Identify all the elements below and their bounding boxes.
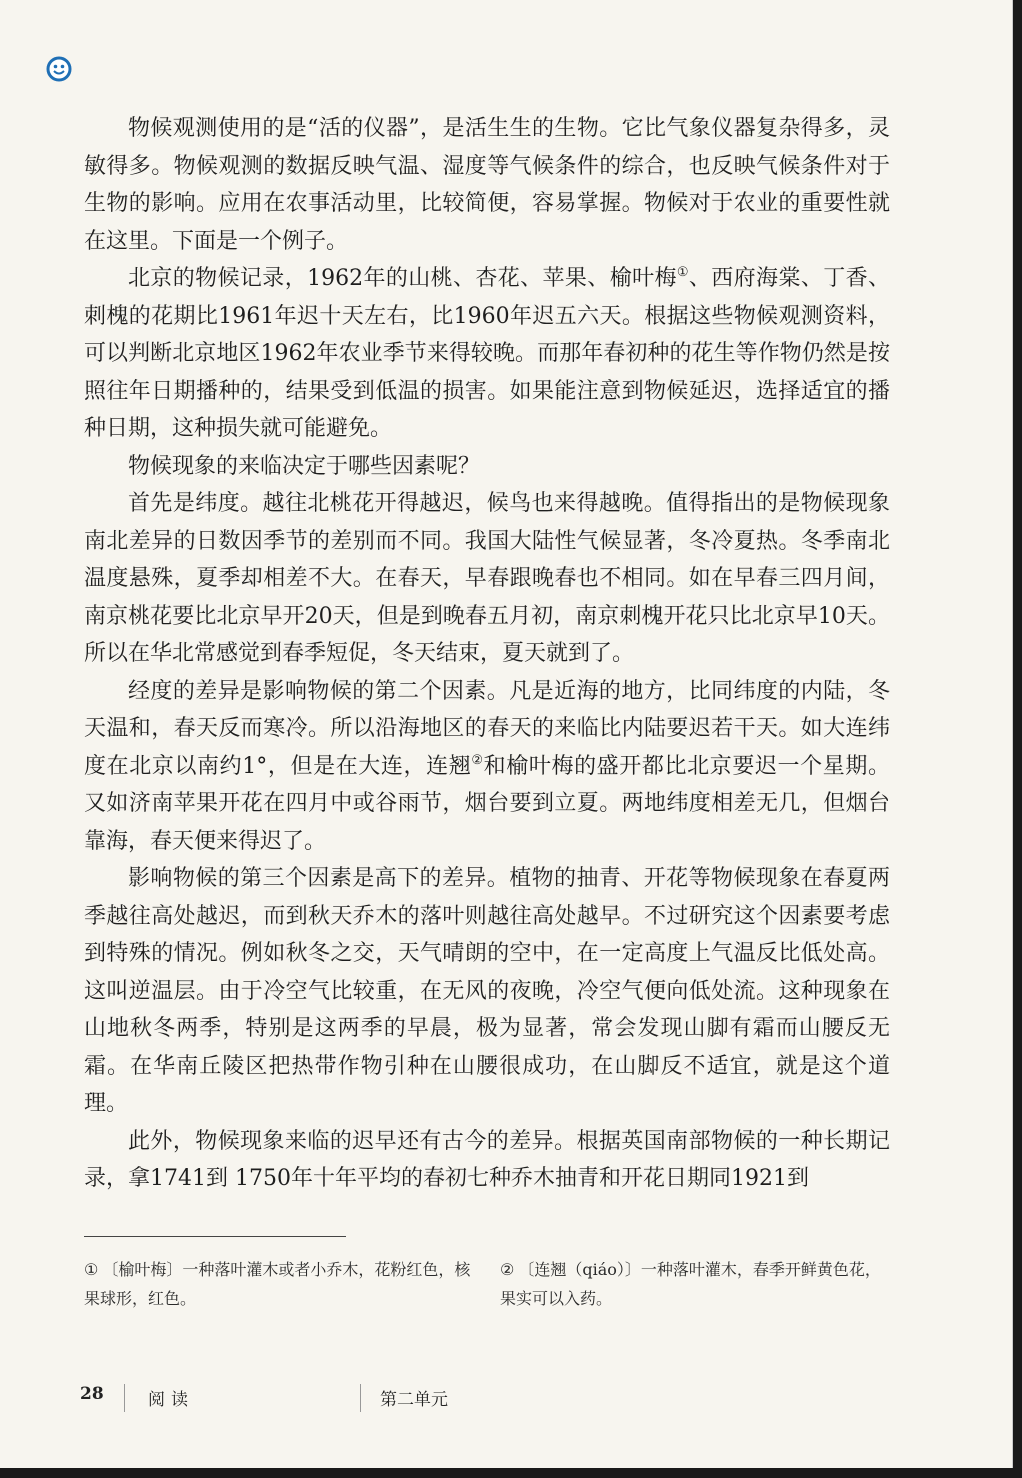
paragraph-text: 和榆叶梅的盛开都比北京要迟一个星期。又如济南苹果开花在四月中或谷雨节，烟台要到立夏。两地纬度相差无几，但烟台靠海，春天便来得迟了。 [84, 753, 890, 854]
section-label: 阅读 [148, 1390, 194, 1410]
page-number: 28 [80, 1384, 104, 1404]
paragraph-text: 北京的物候记录，1962年的山桃、杏花、苹果、榆叶梅 [128, 266, 677, 291]
footnote-divider [84, 1236, 346, 1237]
smiley-icon [46, 56, 72, 82]
footnote [84, 1255, 474, 1313]
paragraph [84, 673, 890, 861]
footnote [500, 1255, 890, 1313]
footnote-text: 〔连翘（qiáo）〕一种落叶灌木，春季开鲜黄色花，果实可以入药。 [500, 1260, 881, 1308]
footnote-text: 〔榆叶梅〕一种落叶灌木或者小乔木，花粉红色，核果球形，红色。 [84, 1260, 471, 1308]
footnote-number: ② [500, 1260, 515, 1279]
footer-divider [124, 1384, 125, 1412]
footer-divider [360, 1384, 361, 1412]
footnote-number: ① [84, 1260, 99, 1279]
footnote-ref[interactable]: ② [471, 752, 484, 768]
footnotes [84, 1255, 890, 1313]
paragraph: 此外，物候现象来临的迟早还有古今的差异。根据英国南部物候的一种长期记录，拿1741到 1750年十年平均的春初七种乔木抽青和开花日期同1921到 [84, 1128, 890, 1191]
footnote-ref[interactable]: ① [676, 265, 689, 280]
unit-label: 第二单元 [380, 1390, 448, 1410]
paragraph-text: 经度的差异是影响物候的第二个因素。凡是近海的地方，比同纬度的内陆，冬天温和，春天反而寒冷。所以沿海地区的春天的来临比内陆要迟若干天。如大连纬度在北京以南约1°，但是在大连，连翘 [84, 678, 890, 779]
paragraph [84, 260, 890, 448]
paragraph-text: 、西府海棠、丁香、刺槐的花期比1961年迟十天左右，比1960年迟五六天。根据这些物候观测资料，可以判断北京地区1962年农业季节来得较晚。而那年春初种的花生等作物仍然是按照往年日期播种的，结果受到低温的损害。如果能注意到物候延迟，选择适宜的播种日期，这种损失就可能避免。 [84, 266, 890, 441]
paragraph: 首先是纬度。越往北桃花开得越迟，候鸟也来得越晚。值得指出的是物候现象南北差异的日数因季节的差别而不同。我国大陆性气候显著，冬冷夏热。冬季南北温度悬殊，夏季却相差不大。在春天，早春跟晚春也不相同。如在早春三四月间，南京桃花要比北京早开20天，但是到晚春五月初，南京刺槐开花只比北京早10天。所以在华北常感觉到春季短促，冬天结束，夏天就到了。 [84, 491, 890, 666]
body-text [84, 110, 890, 1198]
paragraph: 影响物候的第三个因素是高下的差异。植物的抽青、开花等物候现象在春夏两季越往高处越迟，而到秋天乔木的落叶则越往高处越早。不过研究这个因素要考虑到特殊的情况。例如秋冬之交，天气晴朗的空中，在一定高度上气温反比低处高。这叫逆温层。由于冷空气比较重，在无风的夜晚，冷空气便向低处流。这种现象在山地秋冬两季，特别是这两季的早晨，极为显著，常会发现山脚有霜而山腰反无霜。在华南丘陵区把热带作物引种在山腰很成功，在山脚反不适宜，就是这个道理。 [84, 866, 890, 1116]
paragraph: 物候现象的来临决定于哪些因素呢？ [128, 453, 481, 479]
paragraph: 物候观测使用的是“活的仪器”，是活生生的生物。它比气象仪器复杂得多，灵敏得多。物候观测的数据反映气温、湿度等气候条件的综合，也反映气候条件对于生物的影响。应用在农事活动里，比较简便，容易掌握。物候对于农业的重要性就在这里。下面是一个例子。 [84, 116, 890, 254]
page-footer [0, 1384, 1012, 1418]
